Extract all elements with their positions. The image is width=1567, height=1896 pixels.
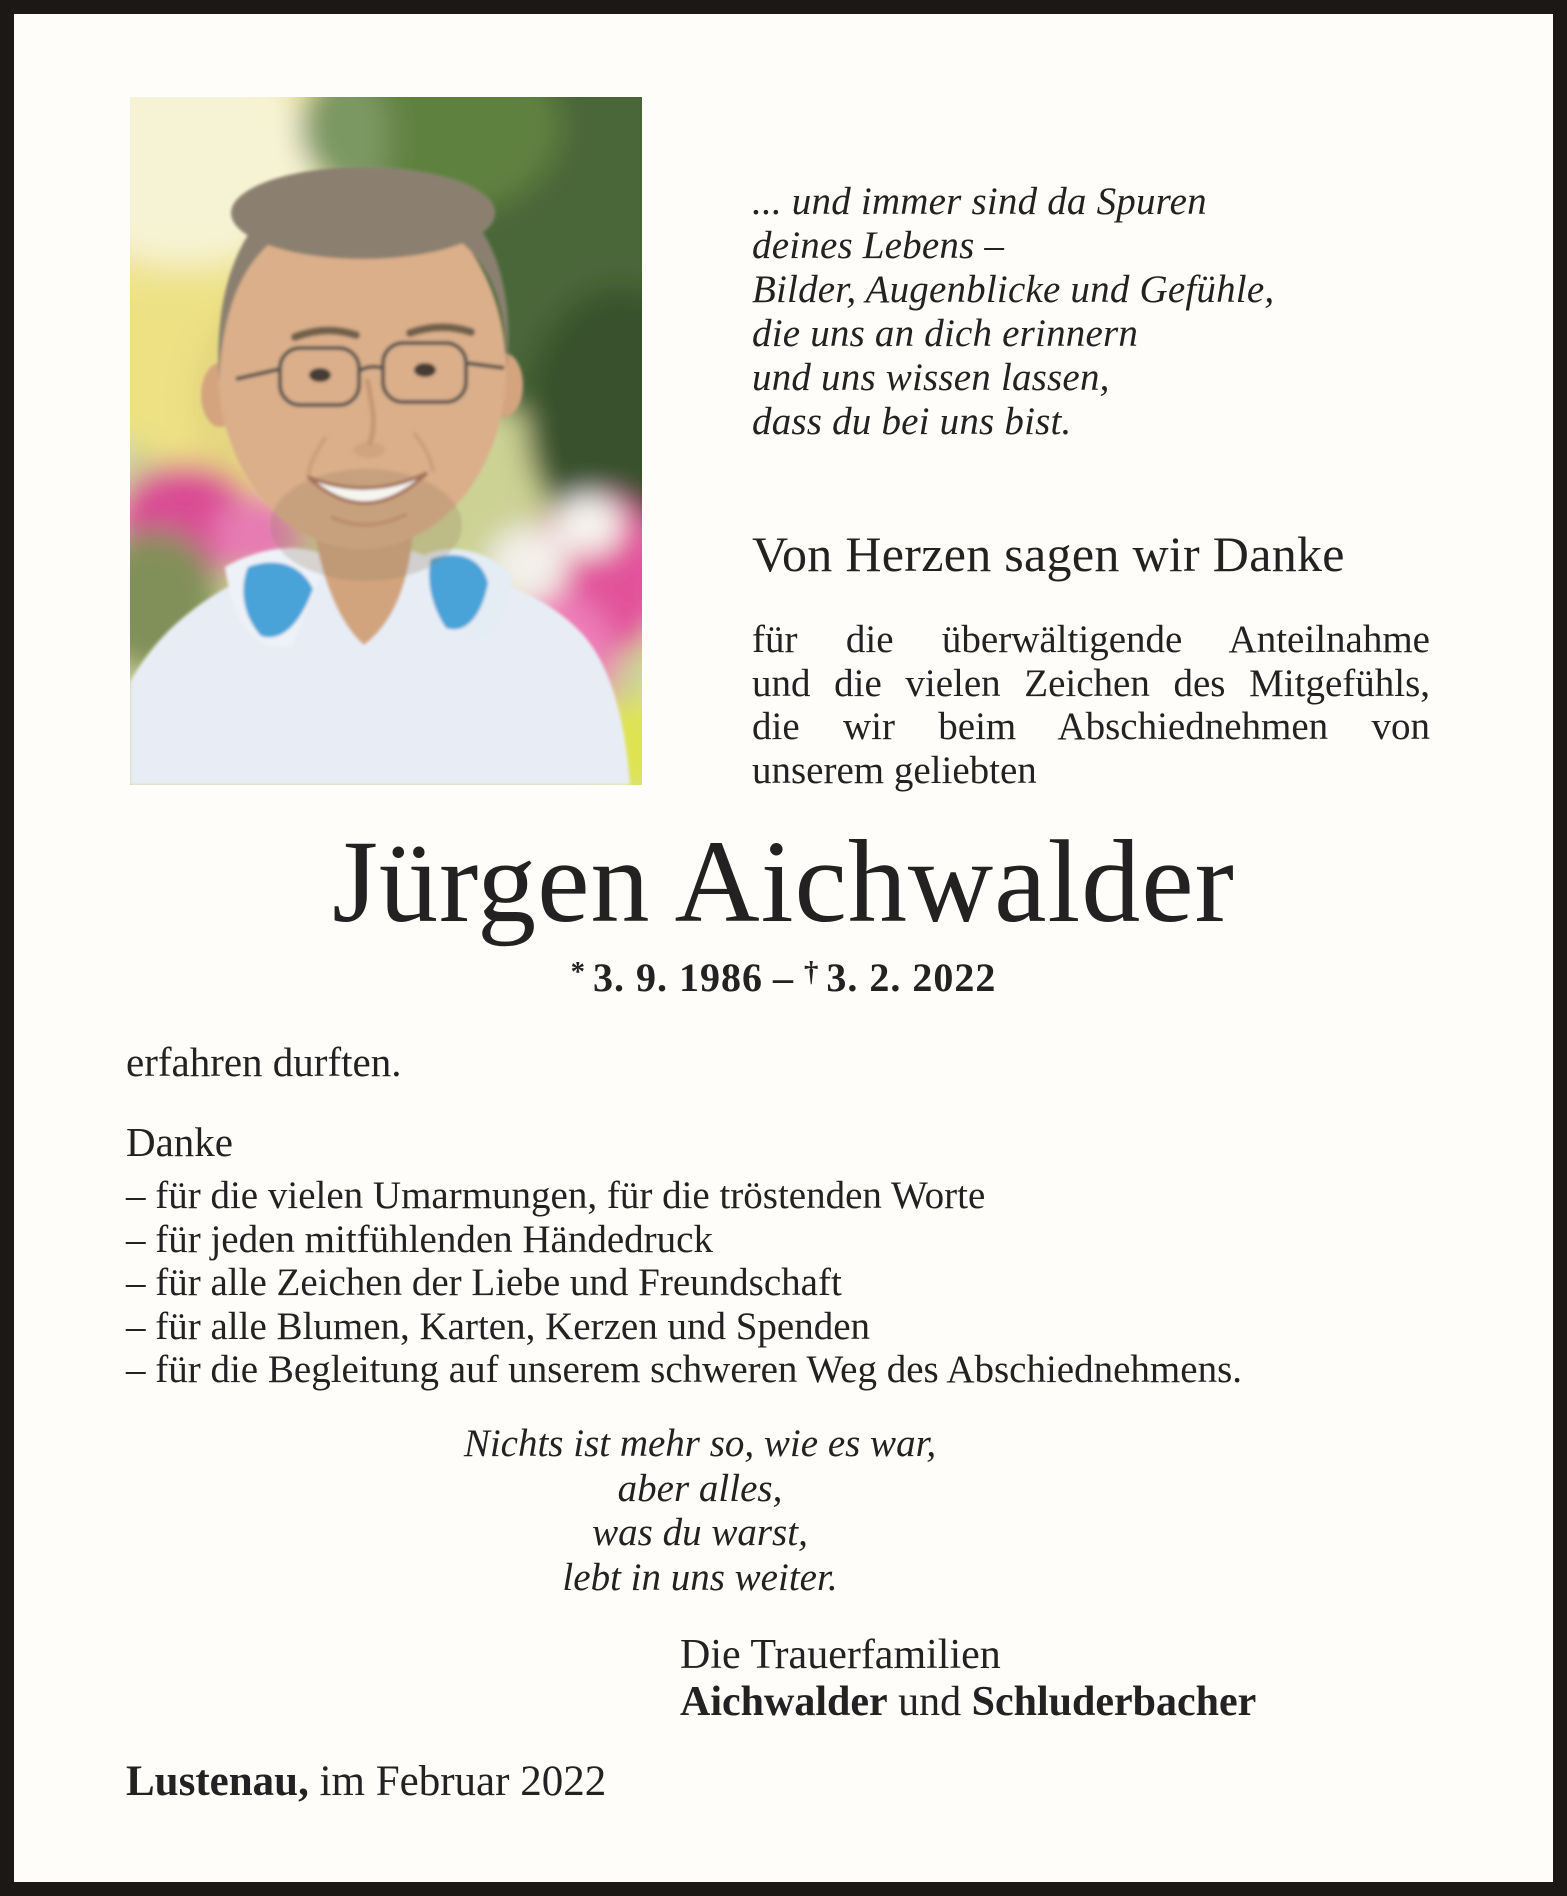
signature-intro: Die Trauerfamilien (680, 1632, 1001, 1678)
intro-line: die wir beim Abschiednehmen von (752, 705, 1430, 748)
signature-families (680, 1679, 1256, 1726)
intro-line: unserem geliebten (752, 748, 1037, 792)
death-symbol: † (804, 956, 820, 989)
portrait-photo-illustration (130, 97, 642, 785)
deceased-name: Jürgen Aichwalder (332, 816, 1235, 947)
closing-poem-line: was du warst, (592, 1511, 808, 1554)
family-name-1: Aichwalder (680, 1679, 888, 1725)
opening-poem-line: die uns an dich erinnern (752, 312, 1139, 355)
thanks-item: – für jeden mitfühlenden Händedruck (126, 1217, 713, 1261)
death-date: 3. 2. 2022 (826, 955, 997, 1000)
opening-poem-line: deines Lebens – (752, 224, 1005, 267)
thanks-item: – für alle Blumen, Karten, Kerzen und Spenden (126, 1304, 871, 1348)
thanks-heading: Von Herzen sagen wir Danke (752, 526, 1345, 582)
thanks-title: Danke (126, 1119, 234, 1165)
life-dates (14, 954, 1553, 1001)
signature-connector: und (898, 1679, 962, 1725)
closing-poem-line: lebt in uns weiter. (562, 1555, 838, 1599)
closing-poem-line: aber alles, (617, 1466, 783, 1510)
closing-poem (14, 1422, 1386, 1600)
thanks-item: – für die vielen Umarmungen, für die tröstenden Worte (126, 1174, 986, 1217)
opening-poem-line: und uns wissen lassen, (752, 356, 1110, 399)
thanks-item: – für die Begleitung auf unserem schweren Weg des Abschiednehmens. (126, 1348, 1242, 1391)
family-name-2: Schluderbacher (971, 1679, 1257, 1725)
dates-separator: – (773, 955, 794, 1000)
intro-paragraph (752, 618, 1430, 792)
footer-date: im Februar 2022 (319, 1758, 607, 1805)
opening-poem-line: ... und immer sind da Spuren (752, 180, 1207, 223)
closing-poem-line: Nichts ist mehr so, wie es war, (463, 1422, 937, 1465)
birth-symbol: * (570, 956, 586, 989)
memorial-card (14, 14, 1553, 1882)
footer-line (126, 1757, 606, 1806)
footer-place: Lustenau, (126, 1758, 309, 1805)
thanks-item: – für alle Zeichen der Liebe und Freundschaft (126, 1261, 842, 1304)
opening-poem (752, 180, 1274, 444)
portrait-figure (130, 97, 642, 785)
signature-block (680, 1632, 1256, 1726)
opening-poem-line: dass du bei uns bist. (752, 400, 1072, 443)
portrait-photo (130, 97, 642, 785)
continuation-text: erfahren durften. (126, 1039, 402, 1085)
intro-line: und die vielen Zeichen des Mitgefühls, (752, 661, 1430, 705)
opening-poem-line: Bilder, Augenblicke und Gefühle, (752, 268, 1275, 311)
thanks-list (126, 1174, 1242, 1392)
intro-line: für die überwältigende Anteilnahme (752, 618, 1430, 661)
birth-date: 3. 9. 1986 (593, 955, 763, 1000)
